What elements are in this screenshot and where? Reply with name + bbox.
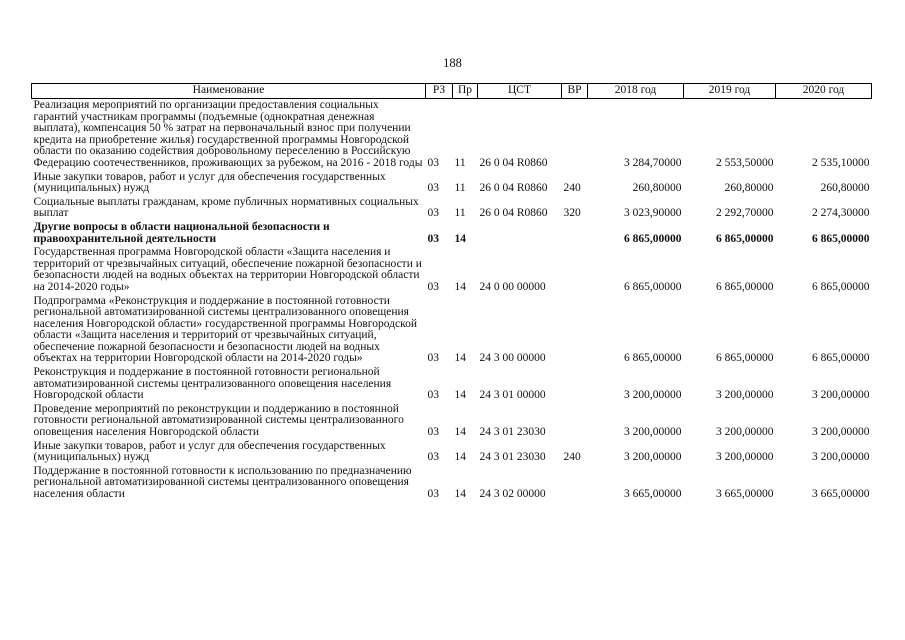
row-rz: 03 bbox=[427, 207, 439, 220]
header-pr: Пр bbox=[453, 84, 478, 99]
row-vr bbox=[562, 99, 588, 171]
row-amount-2019: 3 200,00000 bbox=[716, 389, 774, 402]
row-pr: 11 bbox=[454, 207, 466, 220]
row-name: Проведение мероприятий по реконструкции и поддержанию в постоянной готовности региональной автоматизированной системы централизованного оповещения населения Новгородской области bbox=[33, 402, 404, 439]
row-amount-2019: 3 200,00000 bbox=[716, 426, 774, 439]
row-amount-2018: 3 023,90000 bbox=[624, 207, 682, 220]
row-pr: 14 bbox=[454, 352, 466, 365]
table-row bbox=[32, 196, 872, 221]
row-amount-2020: 3 200,00000 bbox=[812, 389, 870, 402]
table-header-row bbox=[32, 84, 872, 99]
row-amount-2019: 3 665,00000 bbox=[716, 488, 774, 500]
row-cst: 24 3 00 00000 bbox=[479, 352, 546, 365]
row-amount-2020: 6 865,00000 bbox=[812, 352, 870, 365]
header-2020: 2020 год bbox=[776, 84, 872, 99]
budget-table bbox=[31, 83, 872, 502]
row-pr: 14 bbox=[454, 488, 466, 500]
row-amount-2018: 3 200,00000 bbox=[624, 389, 682, 402]
row-amount-2020: 2 274,30000 bbox=[812, 207, 870, 220]
row-rz: 03 bbox=[427, 352, 439, 365]
row-rz: 03 bbox=[427, 488, 439, 500]
row-amount-2018: 6 865,00000 bbox=[624, 280, 682, 293]
row-rz: 03 bbox=[427, 182, 439, 195]
row-amount-2020: 6 865,00000 bbox=[812, 232, 870, 245]
row-amount-2018: 3 200,00000 bbox=[624, 426, 682, 439]
row-amount-2018: 3 665,00000 bbox=[624, 488, 682, 500]
row-amount-2020: 3 200,00000 bbox=[812, 426, 870, 439]
row-amount-2018: 260,80000 bbox=[632, 182, 682, 195]
row-amount-2019: 6 865,00000 bbox=[716, 280, 774, 293]
row-pr: 14 bbox=[454, 451, 466, 464]
row-name: Государственная программа Новгородской области «Защита населения и территорий от чрезвычайных ситуаций, обеспечение пожарной безопасности и безопасности людей на водных объектах на территории Новгородской области на 2014-2020 годы» bbox=[33, 246, 422, 293]
row-vr bbox=[562, 295, 588, 367]
row-name: Подпрограмма «Реконструкция и поддержание в постоянной готовности региональной автоматизированной системы централизованного оповещения населения Новгородской области» государственной программы Новгородской области «Защита населения и территорий от чрезвычайных ситуаций, обеспечение пожарной безопасности и безопасности людей на водных объектах на территории Новгородской области на 2014-2020 годы» bbox=[33, 294, 417, 365]
row-amount-2019: 6 865,00000 bbox=[716, 232, 774, 245]
table-row bbox=[32, 246, 872, 294]
row-pr: 14 bbox=[454, 232, 466, 245]
row-rz: 03 bbox=[427, 280, 439, 293]
row-cst: 24 3 01 23030 bbox=[479, 426, 546, 439]
row-rz: 03 bbox=[427, 156, 439, 169]
row-amount-2020: 3 200,00000 bbox=[812, 451, 870, 464]
row-amount-2019: 2 553,50000 bbox=[716, 156, 774, 169]
table-row bbox=[32, 465, 872, 502]
row-amount-2018: 3 284,70000 bbox=[624, 156, 682, 169]
row-pr: 14 bbox=[454, 280, 466, 293]
row-vr bbox=[562, 221, 588, 246]
header-name: Наименование bbox=[32, 84, 426, 99]
row-name: Социальные выплаты гражданам, кроме публичных нормативных социальных выплат bbox=[33, 195, 419, 220]
row-vr bbox=[562, 246, 588, 294]
row-name: Иные закупки товаров, работ и услуг для обеспечения государственных (муниципальных) нужд bbox=[33, 170, 386, 195]
row-amount-2019: 260,80000 bbox=[724, 182, 774, 195]
page-number: 188 bbox=[443, 56, 462, 70]
row-name: Поддержание в постоянной готовности к использованию по предназначению региональной автоматизированной системы централизованного оповещения населения области bbox=[33, 464, 412, 500]
row-vr: 240 bbox=[563, 182, 581, 195]
table-row bbox=[32, 221, 872, 246]
table-row bbox=[32, 99, 872, 171]
row-amount-2019: 2 292,70000 bbox=[716, 207, 774, 220]
row-cst: 26 0 04 R0860 bbox=[479, 156, 548, 169]
row-vr: 320 bbox=[563, 207, 581, 220]
row-vr bbox=[562, 403, 588, 440]
header-cst: ЦСТ bbox=[478, 84, 562, 99]
header-2019: 2019 год bbox=[684, 84, 776, 99]
row-name: Реализация мероприятий по организации предоставления социальных гарантий участникам программы (подъемные (однократная денежная выплата), компенсация 50 % затрат на первоначальный взнос при получении кредита на приобретение жилья) государственной программы Новгородской области по оказанию содействия добровольному переселению в Российскую Федерацию соотечественников, проживающих за рубежом, на 2016 - 2018 годы bbox=[33, 99, 423, 169]
row-cst: 26 0 04 R0860 bbox=[479, 182, 548, 195]
row-cst: 24 3 02 00000 bbox=[479, 488, 546, 500]
row-pr: 14 bbox=[454, 389, 466, 402]
row-name: Другие вопросы в области национальной безопасности и правоохранительной деятельности bbox=[33, 220, 330, 245]
table-row bbox=[32, 440, 872, 465]
table-row bbox=[32, 366, 872, 403]
row-rz: 03 bbox=[427, 232, 439, 245]
row-cst: 24 0 00 00000 bbox=[479, 280, 546, 293]
row-vr: 240 bbox=[563, 451, 581, 464]
row-name: Иные закупки товаров, работ и услуг для обеспечения государственных (муниципальных) нужд bbox=[33, 439, 386, 464]
row-cst: 24 3 01 23030 bbox=[479, 451, 546, 464]
row-amount-2020: 2 535,10000 bbox=[812, 156, 870, 169]
table-row bbox=[32, 403, 872, 440]
row-cst bbox=[478, 221, 562, 246]
table-row bbox=[32, 171, 872, 196]
header-vr: ВР bbox=[562, 84, 588, 99]
row-name: Реконструкция и поддержание в постоянной готовности региональной автоматизированной системы централизованного оповещения населения Новгородской области bbox=[33, 366, 392, 402]
row-amount-2020: 260,80000 bbox=[820, 182, 870, 195]
row-pr: 11 bbox=[454, 156, 466, 169]
row-vr bbox=[562, 465, 588, 502]
row-amount-2018: 6 865,00000 bbox=[624, 352, 682, 365]
row-vr bbox=[562, 366, 588, 403]
row-amount-2020: 3 665,00000 bbox=[812, 488, 870, 500]
header-rz: РЗ bbox=[426, 84, 453, 99]
row-amount-2018: 3 200,00000 bbox=[624, 451, 682, 464]
row-cst: 26 0 04 R0860 bbox=[479, 207, 548, 220]
header-2018: 2018 год bbox=[588, 84, 684, 99]
row-cst: 24 3 01 00000 bbox=[479, 389, 546, 402]
row-amount-2019: 6 865,00000 bbox=[716, 352, 774, 365]
row-amount-2020: 6 865,00000 bbox=[812, 280, 870, 293]
row-amount-2018: 6 865,00000 bbox=[624, 232, 682, 245]
row-pr: 14 bbox=[454, 426, 466, 439]
row-rz: 03 bbox=[427, 426, 439, 439]
row-rz: 03 bbox=[427, 389, 439, 402]
table-row bbox=[32, 295, 872, 367]
row-amount-2019: 3 200,00000 bbox=[716, 451, 774, 464]
row-pr: 11 bbox=[454, 182, 466, 195]
row-rz: 03 bbox=[427, 451, 439, 464]
